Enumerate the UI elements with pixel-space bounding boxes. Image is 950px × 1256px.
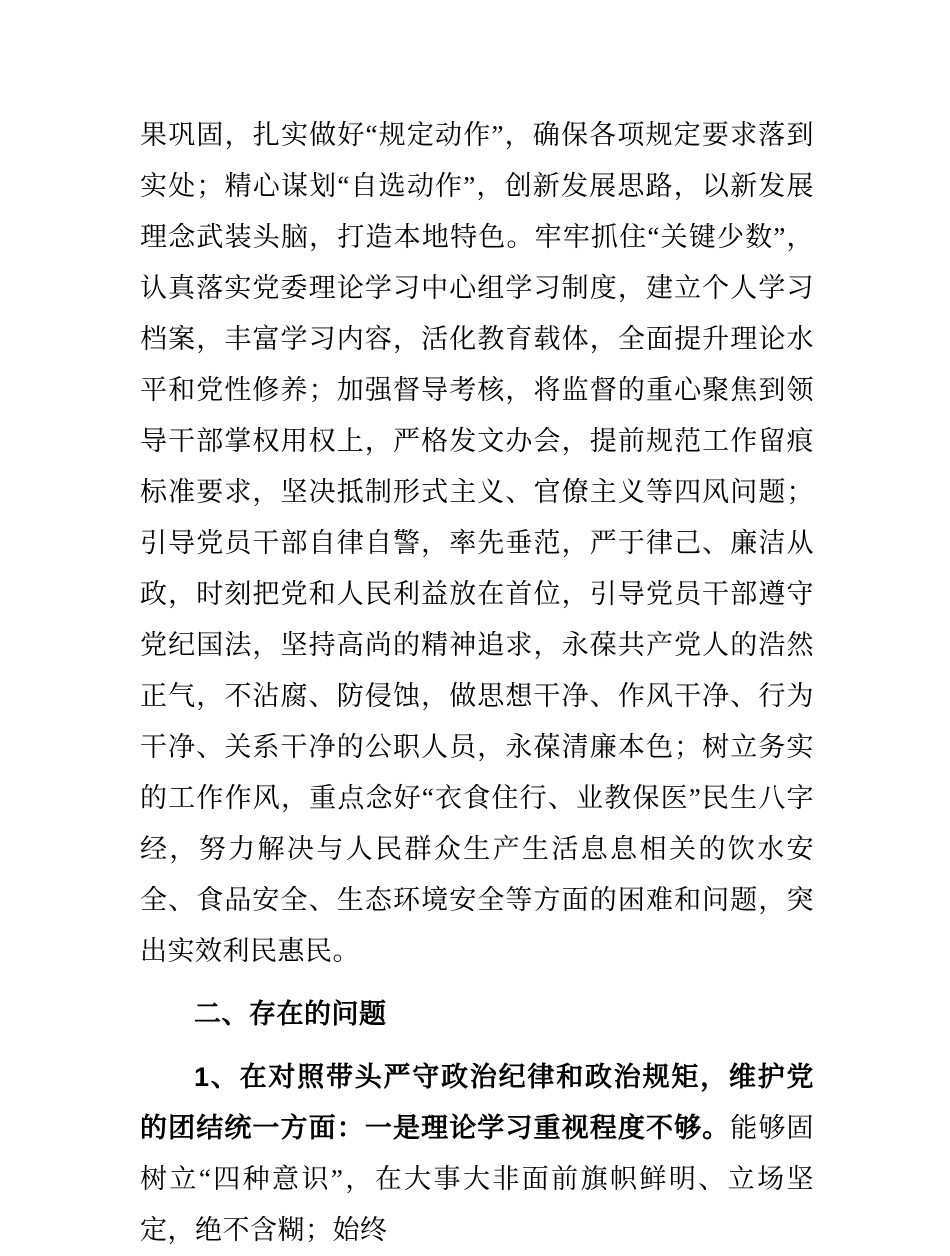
item-body-text: 能够固树立“四种意识”，在大事大非面前旗帜鲜明、立场坚定，绝不含糊；始终 [140, 1113, 815, 1245]
paragraph-continuation: 果巩固，扎实做好“规定动作”，确保各项规定要求落到实处；精心谋划“自选动作”，创新发展思路，以新发展理念武装头脑，打造本地特色。牢牢抓住“关键少数”，认真落实党委理论学习中心组学习制度，建立个人学习档案，丰富学习内容，活化教育载体，全面提升理论水平和党性修养；加强督导考核，将监督的重心聚焦到领导干部掌权用权上，严格发文办会，提前规范工作留痕标准要求，坚决抵制形式主义、官僚主义等四风问题；引导党员干部自律自警，率先垂范，严于律己、廉洁从政，时刻把党和人民利益放在首位，引导党员干部遵守党纪国法，坚持高尚的精神追求，永葆共产党人的浩然正气，不沾腐、防侵蚀，做思想干净、作风干净、行为干净、关系干净的公职人员，永葆清廉本色；树立务实的工作作风，重点念好“衣食住行、业教保医”民生八字经，努力解决与人民群众生产生活息息相关的饮水安全、食品安全、生态环境安全等方面的困难和问题，突出实效利民惠民。 [140, 120, 814, 966]
section-heading: 二、存在的问题 [194, 999, 387, 1029]
item-paragraph [140, 1052, 814, 1256]
item-lead-bold: 1、在对照带头严守政治纪律和政治规矩，维护党的团结统一方面：一是理论学习重视程度不够。 [140, 1062, 814, 1143]
